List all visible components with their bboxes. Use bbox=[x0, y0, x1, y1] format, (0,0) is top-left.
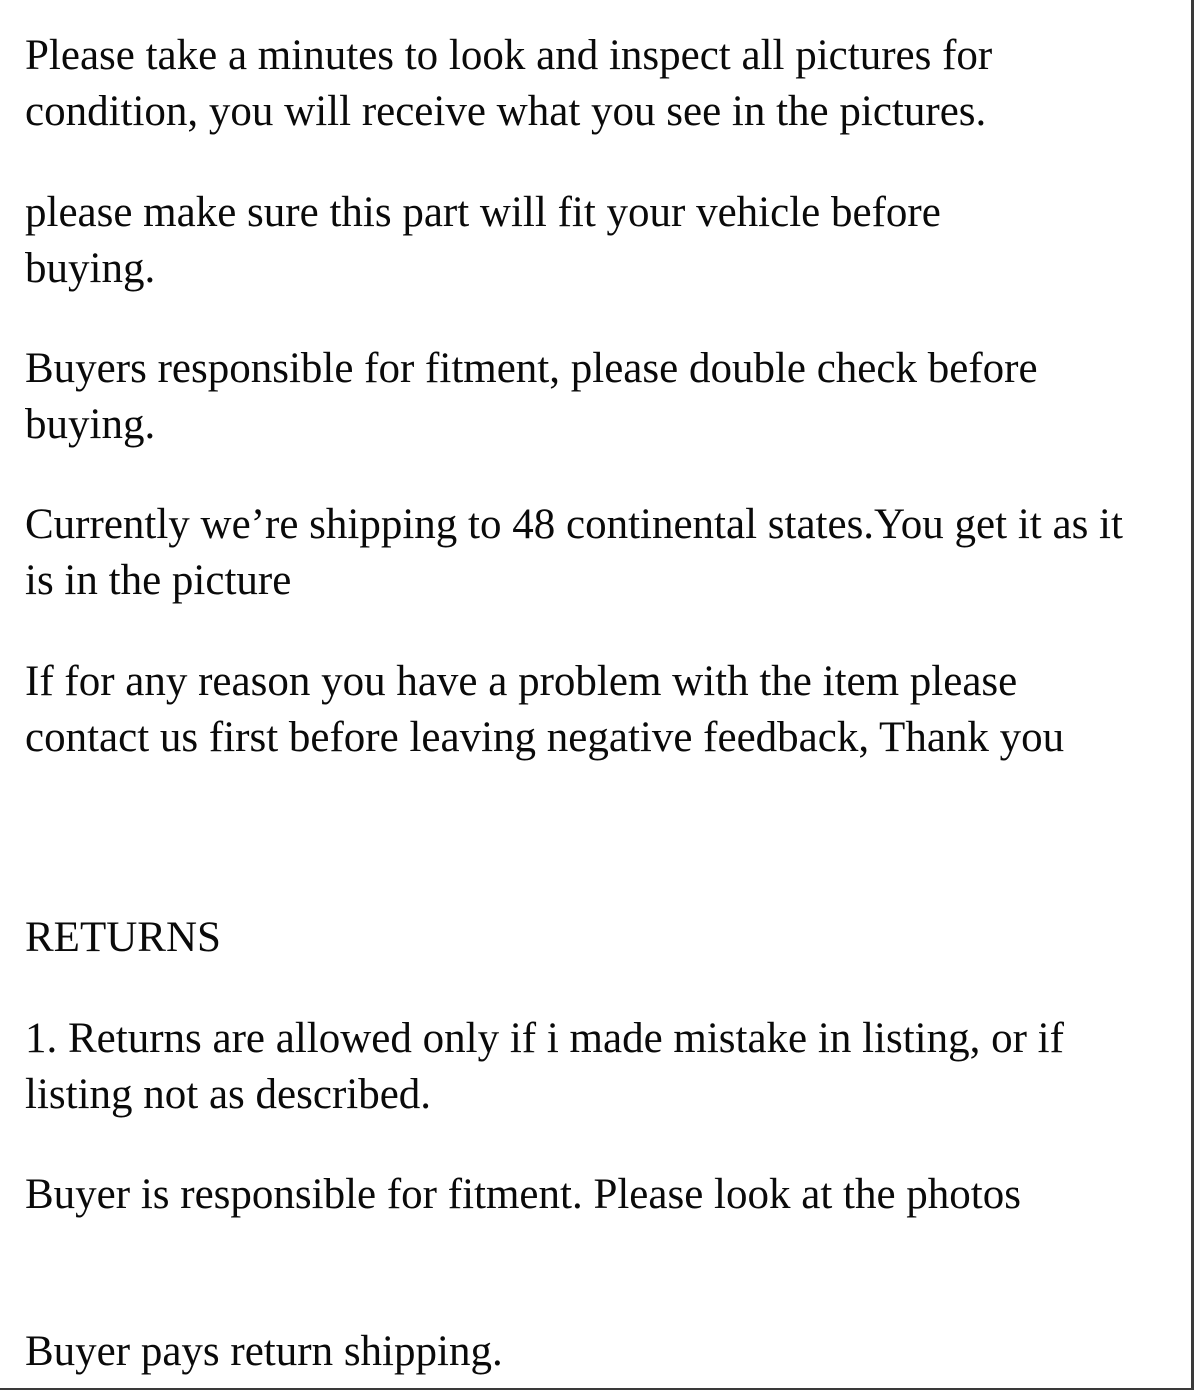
paragraph-contact-before-feedback: If for any reason you have a problem with the item please contact us first before leaving negative feedback, Thank you bbox=[25, 658, 1065, 761]
paragraph-fit-vehicle: please make sure this part will fit your vehicle before buying. bbox=[25, 189, 941, 292]
paragraph-buyer-fitment: Buyers responsible for fitment, please double check before buying. bbox=[25, 345, 1038, 448]
paragraph-inspect-pictures: Please take a minutes to look and inspect all pictures for condition, you will receive what you see in the pictures. bbox=[25, 32, 993, 135]
returns-heading: RETURNS bbox=[25, 914, 221, 961]
paragraph-return-shipping: Buyer pays return shipping. bbox=[25, 1328, 503, 1375]
paragraph-returns-allowed: 1. Returns are allowed only if i made mistake in listing, or if listing not as described. bbox=[25, 1015, 1064, 1118]
paragraph-shipping: Currently we’re shipping to 48 continental states.You get it as it is in the picture bbox=[25, 501, 1123, 604]
paragraph-returns-fitment: Buyer is responsible for fitment. Please look at the photos bbox=[25, 1171, 1021, 1218]
